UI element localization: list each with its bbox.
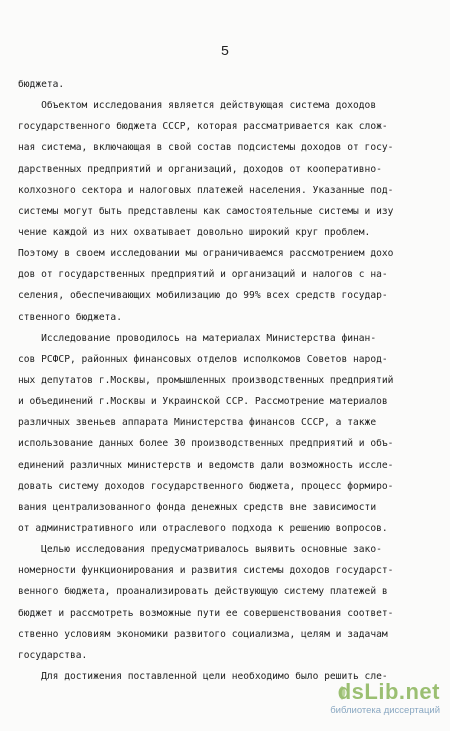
text-line: Поэтому в своем исследовании мы ограничиваемся рассмотрением дохо [18,248,394,260]
text-line: различных звеньев аппарата Министерства финансов СССР, а также [18,417,377,429]
text-line: дарственных предприятий и организаций, доходов от кооперативно- [18,163,382,175]
watermark [320,679,440,721]
text-line: довать систему доходов государственного бюджета, процесс формиро- [18,480,394,492]
text-line: селения, обеспечивающих мобилизацию до 99% всех средств государ- [18,290,388,302]
text-line: Для достижения поставленной цели необходимо было решить сле- [18,670,388,682]
text-line: номерности функционирования и развития системы доходов государст- [18,565,394,577]
text-line: ных депутатов г.Москвы, промышленных производственных предприятий [18,374,394,386]
text-line: вания централизованного фонда денежных средств вне зависимости [18,501,377,513]
text-line: ственного бюджета. [18,311,122,323]
text-line: системы могут быть представлены как самостоятельные системы и изу [18,205,394,217]
text-line: использование данных более 30 производственных предприятий и объ- [18,438,394,450]
text-line: чение каждой из них охватывает довольно широкий круг проблем. [18,226,371,238]
text-line: Целью исследования предусматривалось выявить основные зако- [18,544,382,556]
text-line: дов от государственных предприятий и организаций и налогов с на- [18,269,388,281]
text-line: ная система, включающая в свой состав подсистемы доходов от госу- [18,142,394,154]
text-line: венного бюджета, проанализировать действующую систему платежей в [18,586,388,598]
body-text [18,74,442,687]
text-line: бюджет и рассмотреть возможные пути ее совершенствования соответ- [18,607,394,619]
text-line: и объединений г.Москвы и Украинской ССР. Рассмотрение материалов [18,396,388,408]
text-line: ственно условиям экономики развитого социализма, целям и задачам [18,628,388,640]
watermark-subtitle: библиотека диссертаций [330,705,440,716]
text-line: сов РСФСР, районных финансовых отделов исполкомов Советов народ- [18,353,388,365]
text-line: от административного или отраслевого подхода к решению вопросов. [18,522,388,534]
text-line: колхозного сектора и налоговых платежей населения. Указанные под- [18,184,394,196]
text-line: единений различных министерств и ведомств дали возможность исслe- [18,459,394,471]
page-number: 5 [220,44,230,60]
text-line: Объектом исследования является действующая система доходов [18,100,377,112]
text-line: бюджета. [18,79,65,90]
text-line: государства. [18,649,88,661]
watermark-logo: dsLib.net [337,679,440,704]
text-line: государственного бюджета СССР, которая рассматривается как слож- [18,121,388,133]
text-line: Исследование проводилось на материалах Министерства финан- [18,332,377,344]
